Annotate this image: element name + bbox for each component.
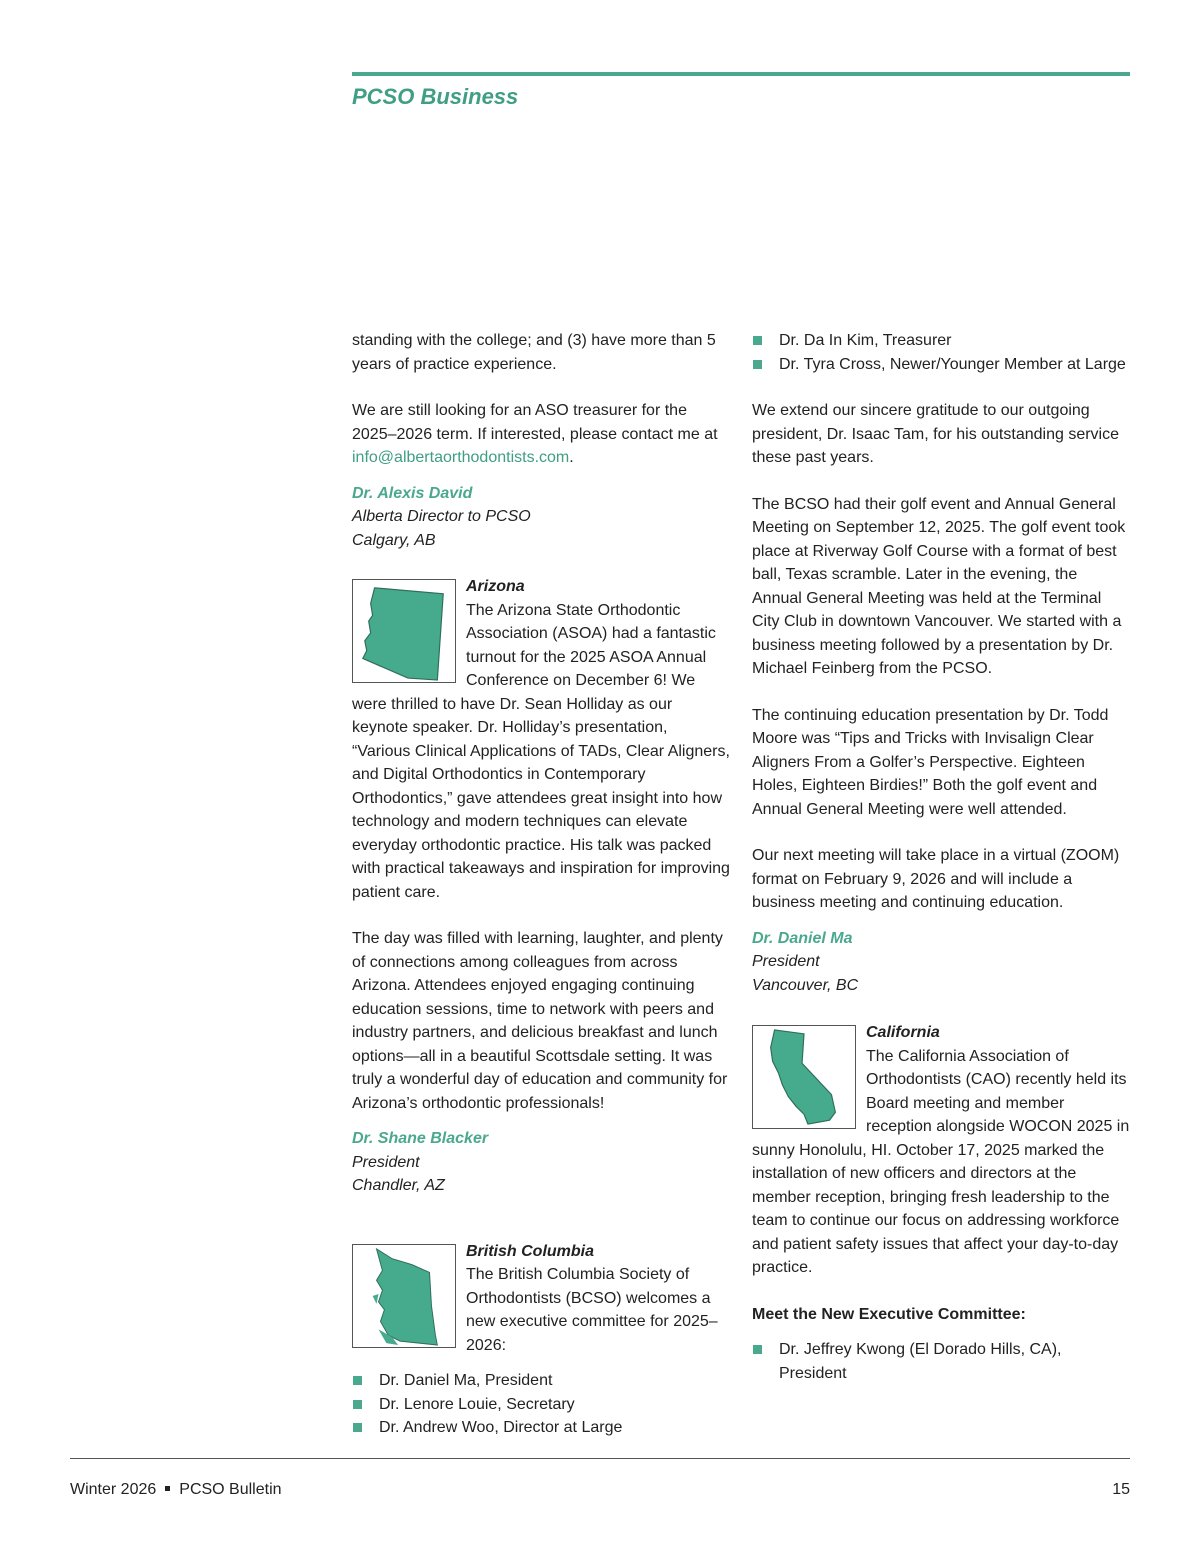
list-item: Dr. Lenore Louie, Secretary [352,1393,730,1417]
bc-paragraph-5: Our next meeting will take place in a virtual (ZOOM) format on February 9, 2026 and will include a business meeting and continuing education. [752,847,1120,911]
alberta-treasurer-end: . [569,449,574,466]
arizona-map-icon [352,579,456,683]
alberta-signature-name: Dr. Alexis David [352,484,473,502]
bc-paragraph-1: The British Columbia Society of Orthodontists (BCSO) welcomes a new executive committee for 2025–2026: [466,1266,718,1354]
california-map-icon [752,1025,856,1129]
bc-paragraph-4: The continuing education presentation by Dr. Todd Moore was “Tips and Tricks with Invisalign Clear Aligners From a Golfer’s Perspective. Eighteen Holes, Eighteen Birdies!” Both the golf event and Annual General Meeting were well attended. [752,706,1109,818]
bc-signature-name: Dr. Daniel Ma [752,929,853,947]
arizona-signature-location: Chandler, AZ [352,1177,445,1194]
bc-heading: British Columbia [466,1242,595,1260]
footer-publication: PCSO Bulletin [179,1481,282,1498]
list-item: Dr. Andrew Woo, Director at Large [352,1416,730,1440]
bc-paragraph-3: The BCSO had their golf event and Annual General Meeting on September 12, 2025. The golf event took place at Riverway Golf Course with a format of best ball, Texas scramble. Later in the evening, the Annual General Meeting was held at the Terminal City Club in downtown Vancouver. We started with a business meeting followed by a presentation by Dr. Michael Feinberg from the PCSO. [752,495,1126,677]
footer-separator-icon [165,1486,170,1491]
arizona-paragraph-2: The day was filled with learning, laughter, and plenty of connections among colleagues from across Arizona. Attendees enjoyed engaging continuing education sessions, time to network with peers and industry partners, and delicious breakfast and lunch options—all in a beautiful Scottsdale setting. It was truly a wonderful day of education and community for Arizona’s orthodontic professionals! [352,930,728,1112]
list-item: Dr. Daniel Ma, President [352,1369,730,1393]
arizona-signature-name: Dr. Shane Blacker [352,1130,489,1147]
bc-section [352,1240,730,1440]
bc-member-list [352,1369,730,1440]
bc-paragraph-2: We extend our sincere gratitude to our outgoing president, Dr. Isaac Tam, for his outstanding service these past years. [752,402,1119,466]
california-heading: California [866,1024,940,1041]
list-item: Dr. Jeffrey Kwong (El Dorado Hills, CA), President [752,1338,1130,1385]
page-number: 15 [1112,1481,1130,1498]
footer-issue: Winter 2026 [70,1481,157,1498]
footer-issue-info [70,1481,282,1499]
california-paragraph-1: The California Association of Orthodontists (CAO) recently held its Board meeting and member reception alongside WOCON 2025 in sunny Honolulu, HI. October 17, 2025 marked the installation of new officers and directors at the member reception, bringing fresh leadership to the team to continue our focus on addressing workforce and patient safety issues that affect your day-to-day practice. [752,1047,1130,1276]
alberta-signature-location: Calgary, AB [352,531,436,549]
right-column [752,329,1130,1385]
alberta-intro-paragraph: standing with the college; and (3) have more than 5 years of practice experience. [352,332,716,373]
alberta-treasurer-text: We are still looking for an ASO treasurer for the 2025–2026 term. If interested, please contact me at [352,402,718,443]
arizona-heading: Arizona [466,578,525,595]
left-column [352,329,730,1440]
bc-signature-title: President [752,953,820,970]
arizona-paragraph-1: The Arizona State Orthodontic Association (ASOA) had a fantastic turnout for the 2025 ASOA Annual Conference on December 6! We were thrilled to have Dr. Sean Holliday as our keynote speaker. Dr. Holliday’s presentation, “Various Clinical Applications of TADs, Clear Aligners, and Digital Orthodontics in Contemporary Orthodontics,” gave attendees great insight into how technology and modern techniques can elevate everyday orthodontic practice. His talk was packed with practical takeaways and inspiration for improving patient care. [352,601,730,901]
california-member-list [752,1338,1130,1385]
section-title: PCSO Business [352,84,519,109]
alberta-treasurer-paragraph [352,399,730,470]
footer-rule [70,1458,1130,1459]
british-columbia-map-icon [352,1244,456,1348]
alberta-signature-title: Alberta Director to PCSO [352,508,531,525]
arizona-section [352,575,730,1198]
bc-member-list-continued [752,329,1130,376]
header-rule [352,72,1130,76]
arizona-signature-title: President [352,1153,420,1171]
california-committee-heading: Meet the New Executive Committee: [752,1305,1026,1323]
list-item: Dr. Da In Kim, Treasurer [752,329,1130,353]
list-item: Dr. Tyra Cross, Newer/Younger Member at Large [752,353,1130,377]
california-section [752,1021,1130,1385]
alberta-email-link[interactable]: info@albertaorthodontists.com [352,449,570,466]
bc-signature-location: Vancouver, BC [752,976,859,994]
